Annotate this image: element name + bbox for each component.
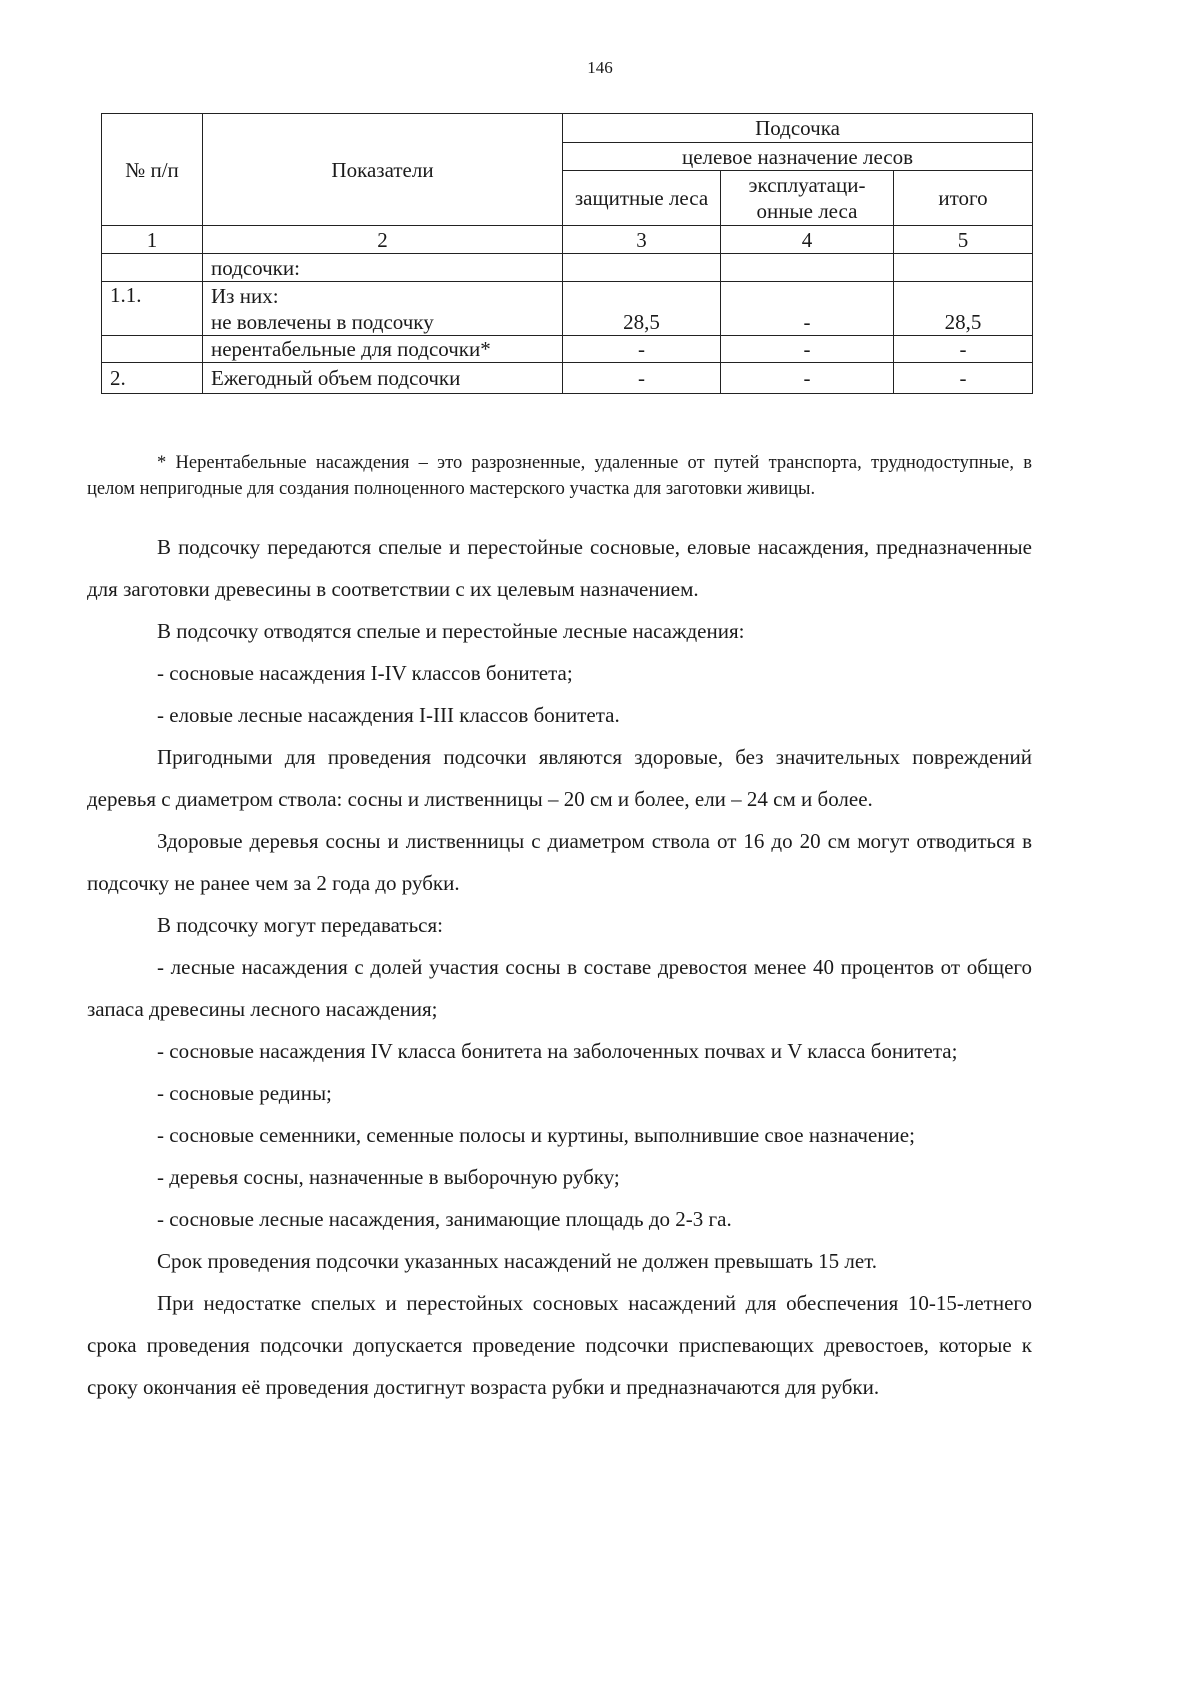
row-value-protective: - [563, 363, 721, 394]
row-value-total: 28,5 [894, 282, 1033, 336]
paragraph: В подсочку отводятся спелые и перестойные лесные насаждения: [157, 619, 745, 643]
table-row [102, 336, 1033, 363]
col-number-2: 2 [203, 226, 563, 254]
col-number-1: 1 [102, 226, 203, 254]
table-row [102, 282, 1033, 336]
row-num: 2. [102, 363, 203, 394]
row-value-protective [563, 254, 721, 282]
row-indicator: Ежегодный объем подсочки [203, 363, 563, 394]
header-col5: итого [894, 171, 1033, 226]
paragraph: - деревья сосны, назначенные в выборочную рубку; [157, 1165, 620, 1189]
row-value-operational [721, 254, 894, 282]
paragraph: - сосновые семенники, семенные полосы и куртины, выполнившие свое назначение; [157, 1123, 915, 1147]
col-number-5: 5 [894, 226, 1033, 254]
row-value-protective: 28,5 [563, 282, 721, 336]
page-number: 146 [587, 58, 613, 77]
row-value-operational: - [721, 363, 894, 394]
row-indicator [203, 282, 563, 336]
paragraph: - сосновые насаждения IV класса бонитета на заболоченных почвах и V класса бонитета; [157, 1039, 958, 1063]
header-col3: защитные леса [563, 171, 721, 226]
paragraph: - еловые лесные насаждения I-III классов бонитета. [157, 703, 620, 727]
header-group: Подсочка [563, 114, 1033, 143]
body-text [87, 526, 1032, 1408]
row-value-total: - [894, 363, 1033, 394]
table-row [102, 363, 1033, 394]
paragraph: - сосновые насаждения I-IV классов бонитета; [157, 661, 573, 685]
table-row [102, 254, 1033, 282]
col-number-3: 3 [563, 226, 721, 254]
row-indicator-line: не вовлечены в подсочку [211, 309, 434, 334]
row-value-operational: - [721, 282, 894, 336]
paragraph: - сосновые лесные насаждения, занимающие площадь до 2-3 га. [157, 1207, 732, 1231]
row-value-total [894, 254, 1033, 282]
row-indicator: подсочки: [203, 254, 563, 282]
row-num [102, 336, 203, 363]
header-subgroup: целевое назначение лесов [563, 143, 1033, 171]
row-indicator-line: Из них: [211, 283, 279, 308]
col-number-4: 4 [721, 226, 894, 254]
paragraph: В подсочку передаются спелые и перестойные сосновые, еловые насаждения, предназначенные для заготовки древесины в соответствии с их целевым назначением. [87, 535, 1032, 601]
header-col4: эксплуатаци-онные леса [721, 171, 894, 226]
row-value-total: - [894, 336, 1033, 363]
paragraph: - сосновые редины; [157, 1081, 332, 1105]
paragraph: Здоровые деревья сосны и лиственницы с диаметром ствола от 16 до 20 см могут отводиться в подсочку не ранее чем за 2 года до рубки. [87, 829, 1032, 895]
paragraph: При недостатке спелых и перестойных сосновых насаждений для обеспечения 10-15-летнего срока проведения подсочки допускается проведение подсочки приспевающих древостоев, которые к сроку окончания её проведения достигнут возраста рубки и предназначаются для рубки. [87, 1291, 1032, 1399]
forest-tapping-table [101, 113, 1033, 394]
header-num: № п/п [102, 114, 203, 226]
row-value-operational: - [721, 336, 894, 363]
paragraph: Срок проведения подсочки указанных насаждений не должен превышать 15 лет. [157, 1249, 878, 1273]
row-indicator: нерентабельные для подсочки* [203, 336, 563, 363]
paragraph: Пригодными для проведения подсочки являются здоровые, без значительных повреждений деревья с диаметром ствола: сосны и лиственницы – 20 см и более, ели – 24 см и более. [87, 745, 1032, 811]
paragraph: - лесные насаждения с долей участия сосны в составе древостоя менее 40 процентов от общего запаса древесины лесного насаждения; [87, 955, 1032, 1021]
row-value-protective: - [563, 336, 721, 363]
row-num: 1.1. [102, 282, 203, 336]
paragraph: В подсочку могут передаваться: [157, 913, 443, 937]
header-indicators: Показатели [203, 114, 563, 226]
row-num [102, 254, 203, 282]
table-footnote: * Нерентабельные насаждения – это разрозненные, удаленные от путей транспорта, труднодоступные, в целом непригодные для создания полноценного мастерского участка для заготовки живицы. [87, 453, 1032, 499]
